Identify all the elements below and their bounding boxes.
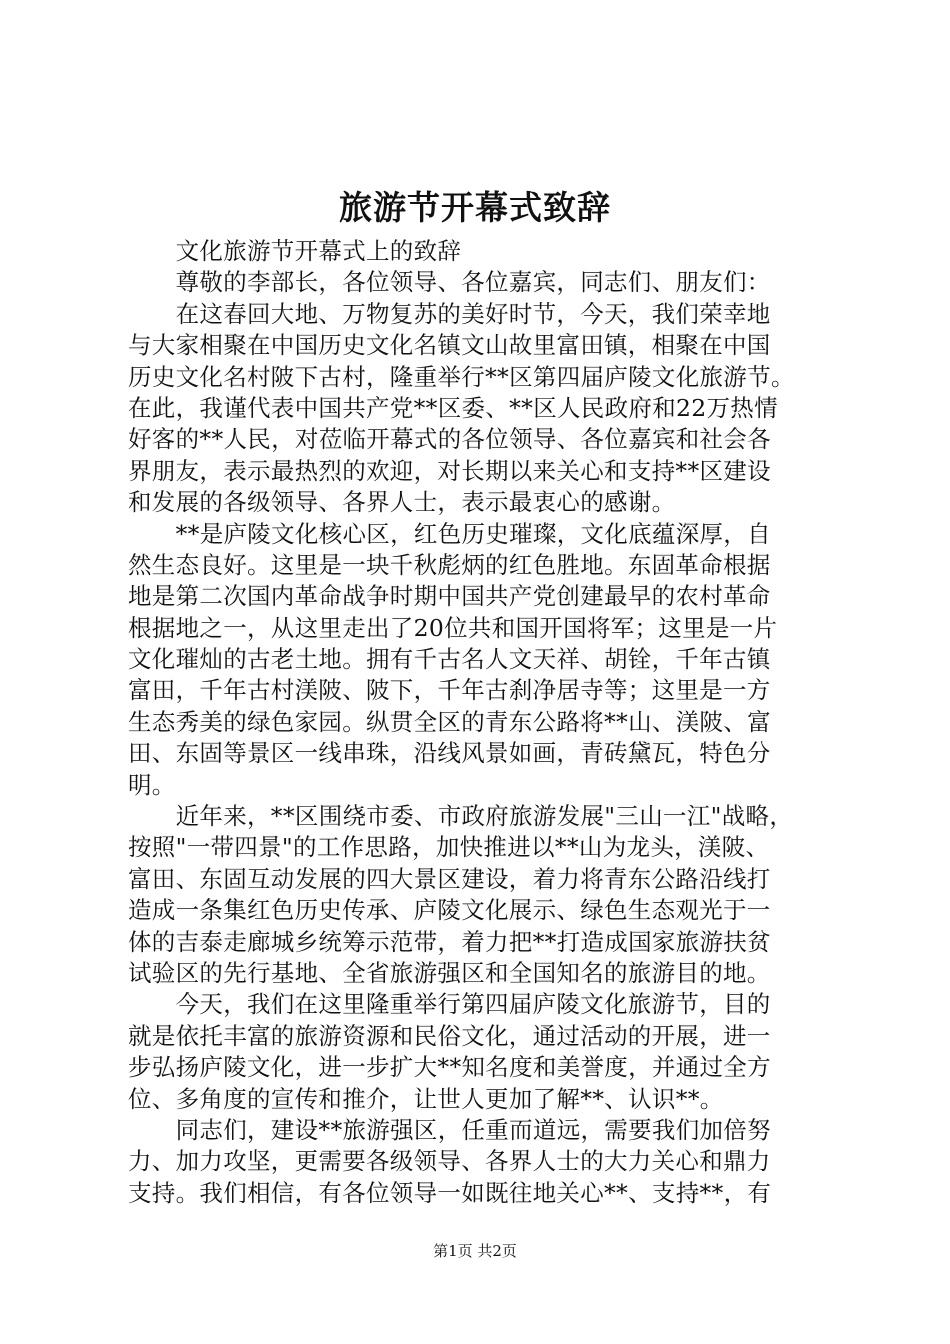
- body-line: 富田，千年古村渼陂、陂下，千年古刹净居寺等；这里是一方: [128, 676, 771, 705]
- body-line: 在这春回大地、万物复苏的美好时节，今天，我们荣幸地: [128, 299, 771, 328]
- body-line: 好客的**人民，对莅临开幕式的各位领导、各位嘉宾和社会各: [128, 425, 771, 454]
- body-line: 支持。我们相信，有各位领导一如既往地关心**、支持**，有: [128, 1178, 772, 1207]
- body-line: 明。: [128, 770, 176, 799]
- body-line: 历史文化名村陂下古村，隆重举行**区第四届庐陵文化旅游节。: [128, 362, 795, 391]
- document-body: [128, 236, 840, 1209]
- body-line: 体的吉泰走廊城乡统筹示范带，着力把**打造成国家旅游扶贫: [128, 927, 771, 956]
- body-line: 试验区的先行基地、全省旅游强区和全国知名的旅游目的地。: [128, 958, 771, 987]
- body-line: **是庐陵文化核心区，红色历史璀璨，文化底蕴深厚，自: [128, 519, 771, 548]
- body-line: 富田、东固互动发展的四大景区建设，着力将青东公路沿线打: [128, 864, 771, 893]
- body-line: 力、加力攻坚，更需要各级领导、各界人士的大力关心和鼎力: [128, 1147, 771, 1176]
- body-line: 按照"一带四景"的工作思路，加快推进以**山为龙头，渼陂、: [128, 833, 770, 862]
- body-line: 就是依托丰富的旅游资源和民俗文化，通过活动的开展，进一: [128, 1021, 771, 1050]
- body-line: 文化璀灿的古老土地。拥有千古名人文天祥、胡铨，千年古镇: [128, 645, 771, 674]
- body-line: 同志们，建设**旅游强区，任重而道远，需要我们加倍努: [128, 1115, 771, 1144]
- body-line: 田、东固等景区一线串珠，沿线风景如画，青砖黛瓦，特色分: [128, 739, 771, 768]
- page-number-footer: 第1页 共2页: [433, 1242, 517, 1260]
- body-line: 造成一条集红色历史传承、庐陵文化展示、绿色生态观光于一: [128, 896, 771, 925]
- body-line: 尊敬的李部长，各位领导、各位嘉宾，同志们、朋友们：: [128, 268, 771, 297]
- document-title: 旅游节开幕式致辞: [339, 188, 611, 227]
- body-line: 地是第二次国内革命战争时期中国共产党创建最早的农村革命: [128, 582, 771, 611]
- body-line: 在此，我谨代表中国共产党**区委、**区人民政府和22万热情: [128, 393, 778, 422]
- body-line: 根据地之一，从这里走出了20位共和国开国将军；这里是一片: [128, 613, 778, 642]
- body-line: 界朋友，表示最热烈的欢迎，对长期以来关心和支持**区建设: [128, 456, 771, 485]
- body-line: 生态秀美的绿色家园。纵贯全区的青东公路将**山、渼陂、富: [128, 707, 771, 736]
- body-line: 与大家相聚在中国历史文化名镇文山故里富田镇，相聚在中国: [128, 331, 771, 360]
- body-line: 近年来，**区围绕市委、市政府旅游发展"三山一江"战略，: [128, 802, 794, 831]
- body-line: 位、多角度的宣传和推介，让世人更加了解**、认识**。: [128, 1084, 724, 1113]
- body-line: 然生态良好。这里是一块千秋彪炳的红色胜地。东固革命根据: [128, 550, 771, 579]
- body-line: 今天，我们在这里隆重举行第四届庐陵文化旅游节，目的: [128, 990, 771, 1019]
- body-line: 步弘扬庐陵文化，进一步扩大**知名度和美誉度，并通过全方: [128, 1053, 771, 1082]
- body-line: 和发展的各级领导、各界人士，表示最衷心的感谢。: [128, 488, 676, 517]
- body-line: 文化旅游节开幕式上的致辞: [128, 237, 462, 265]
